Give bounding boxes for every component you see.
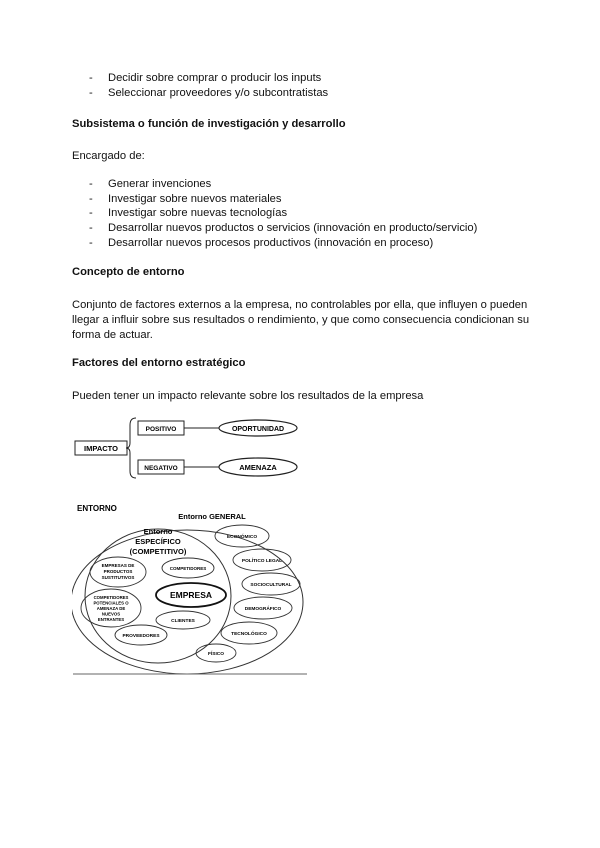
entorno-line-1: Conjunto de factores externos a la empresa, no controlables por ella, que influyen o pueden xyxy=(72,299,528,311)
competidores-label: COMPETIDORES xyxy=(169,566,207,571)
fisico-label: FÍSICO xyxy=(208,652,224,657)
sustitutivos-line: EMPRESAS DE xyxy=(101,563,135,568)
rd-list xyxy=(72,177,477,251)
especifico-line: Entorno xyxy=(143,527,173,536)
especifico-line: ESPECÍFICO xyxy=(135,537,181,546)
entorno-title: ENTORNO xyxy=(77,504,117,513)
empresa-label: EMPRESA xyxy=(169,590,213,600)
amenaza-label: AMENAZA xyxy=(239,463,277,472)
tecnologico-label: TECNOLÓGICO xyxy=(231,632,267,637)
general-label: Entorno GENERAL xyxy=(178,512,246,521)
entorno-line-3: forma de actuar. xyxy=(72,329,153,341)
negativo-label: NEGATIVO xyxy=(144,465,178,472)
positivo-label: POSITIVO xyxy=(145,426,177,433)
potenciales-line: AMENAZA DE xyxy=(96,606,126,611)
list-item: - Investigar sobre nuevas tecnologías xyxy=(72,206,477,221)
supply-list xyxy=(72,71,328,100)
heading-factores: Factores del entorno estratégico xyxy=(72,357,246,369)
politico-label: POLÍTICO LEGAL xyxy=(241,559,283,564)
demografico-label: DEMOGRÁFICO xyxy=(244,607,282,612)
list-item: - Desarrollar nuevos productos o servicios (innovación en producto/servicio) xyxy=(72,221,477,236)
heading-entorno: Concepto de entorno xyxy=(72,266,185,278)
environment-diagram xyxy=(72,498,308,676)
heading-rd: Subsistema o función de investigación y desarrollo xyxy=(72,118,346,130)
entorno-line-2: llegar a influir sobre sus resultados o rendimiento, y que como consecuencia condicionan su xyxy=(72,314,530,326)
impact-brace xyxy=(126,418,136,478)
sociocultural-label: SOCIOCULTURAL xyxy=(250,583,292,588)
potenciales-line: POTENCIALES O xyxy=(93,600,129,606)
list-item: - Seleccionar proveedores y/o subcontratistas xyxy=(72,86,328,101)
potenciales-line: COMPETIDORES xyxy=(93,595,129,600)
sustitutivos-line: PRODUCTOS xyxy=(103,569,133,574)
economico-label: ECONÓMICO xyxy=(226,535,258,540)
oportunidad-label: OPORTUNIDAD xyxy=(231,426,285,433)
potenciales-line: NUEVOS xyxy=(101,611,121,617)
proveedores-label: PROVEEDORES xyxy=(122,634,160,639)
potenciales-line: ENTRANTES xyxy=(97,617,125,622)
list-item: - Decidir sobre comprar o producir los inputs xyxy=(72,71,328,86)
list-item: - Generar invenciones xyxy=(72,177,477,192)
rd-intro: Encargado de: xyxy=(72,150,145,162)
list-item: - Investigar sobre nuevos materiales xyxy=(72,192,477,207)
list-item: - Desarrollar nuevos procesos productivos (innovación en proceso) xyxy=(72,236,477,251)
impact-diagram xyxy=(72,413,308,485)
especifico-line: (COMPETITIVO) xyxy=(129,547,187,556)
sustitutivos-line: SUSTITUTIVOS xyxy=(101,575,135,580)
factores-text: Pueden tener un impacto relevante sobre los resultados de la empresa xyxy=(72,390,424,402)
impacto-label: IMPACTO xyxy=(84,444,118,453)
clientes-label: CLIENTES xyxy=(171,619,195,624)
